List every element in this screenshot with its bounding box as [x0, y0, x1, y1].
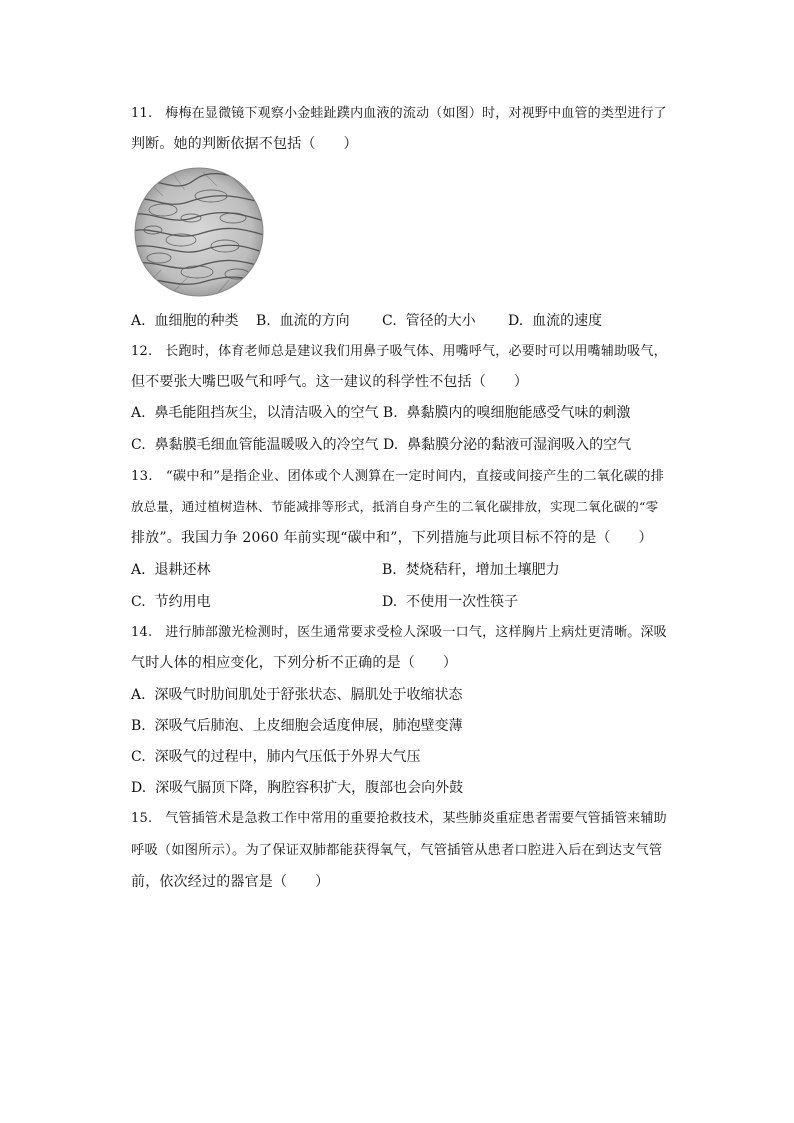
- q13-stem-line-2: 放总量，通过植树造林、节能减排等形式，抵消自身产生的二氧化碳排放，实现二氧化碳的“零: [131, 499, 659, 514]
- q14-option-b: B. 深吸气后肺泡、上皮细胞会适度伸展，肺泡壁变薄: [131, 718, 463, 734]
- q13-option-a: A. 退耕还林: [131, 562, 211, 578]
- q12-options-cd: C. 鼻黏膜毛细血管能温暖吸入的冷空气 D. 鼻黏膜分泌的黏液可湿润吸入的空气: [131, 437, 632, 453]
- q11-option-a: A. 血细胞的种类: [131, 313, 239, 329]
- q11-option-c: C. 管径的大小: [382, 313, 476, 329]
- q13-option-d: D. 不使用一次性筷子: [382, 594, 519, 610]
- q14-stem-line-2: 气时人体的相应变化，下列分析不正确的是（ ）: [131, 655, 458, 671]
- q11-option-d: D. 血流的速度: [508, 313, 603, 329]
- q13-stem-line-3: 排放”。我国力争 2060 年前实现“碳中和”，下列措施与此项目标不符的是（ ）: [131, 530, 653, 546]
- q15-stem-line-2: 呼吸（如图所示）。为了保证双肺都能获得氧气，气管插管从患者口腔进入后在到达支气管: [131, 843, 663, 858]
- microscope-frog-web-image: [133, 166, 265, 298]
- q14-option-d: D. 深吸气膈顶下降，胸腔容积扩大，腹部也会向外鼓: [131, 780, 464, 796]
- q15-stem-line-3: 前，依次经过的器官是（ ）: [131, 874, 330, 890]
- q15-stem-line-1: 15. 气管插管术是急救工作中常用的重要抢救技术，某些肺炎重症患者需要气管插管来辅助: [131, 811, 667, 826]
- q11-option-b: B. 血流的方向: [256, 313, 350, 329]
- q14-option-a: A. 深吸气时肋间肌处于舒张状态、膈肌处于收缩状态: [131, 687, 463, 703]
- q13-option-b: B. 焚烧秸秆，增加土壤肥力: [382, 562, 560, 578]
- q12-stem-line-2: 但不要张大嘴巴吸气和呼气。这一建议的科学性不包括（ ）: [131, 374, 529, 390]
- q12-options-ab: A. 鼻毛能阻挡灰尘，以清洁吸入的空气 B. 鼻黏膜内的嗅细胞能感受气味的刺激: [131, 405, 631, 421]
- q14-stem-line-1: 14. 进行肺部激光检测时，医生通常要求受检人深吸一口气，这样胸片上病灶更清晰。深吸: [131, 625, 667, 640]
- q12-stem-line-1: 12. 长跑时，体育老师总是建议我们用鼻子吸气体、用嘴呼气，必要时可以用嘴辅助吸气，: [131, 344, 667, 359]
- q13-stem-line-1: 13. “碳中和”是指企业、团体或个人测算在一定时间内，直接或间接产生的二氧化碳的排: [131, 469, 665, 484]
- q13-option-c: C. 节约用电: [131, 594, 211, 610]
- q14-option-c: C. 深吸气的过程中，肺内气压低于外界大气压: [131, 749, 421, 765]
- q11-stem-line-1: 11. 梅梅在显微镜下观察小金蛙趾蹼内血液的流动（如图）时，对视野中血管的类型进行了: [131, 106, 667, 121]
- q11-stem-line-2: 判断。她的判断依据不包括（ ）: [131, 136, 358, 152]
